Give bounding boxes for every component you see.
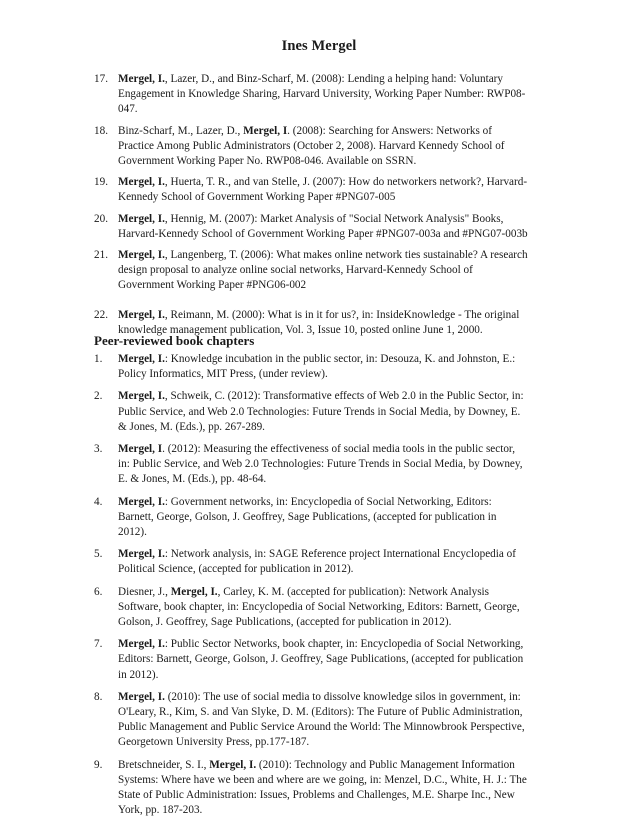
list-item	[0, 308, 528, 338]
item-number: 6.	[94, 585, 103, 598]
working-papers-list	[0, 72, 638, 344]
book-chapters-list	[0, 352, 638, 825]
item-citation-text: (2010): Technology and Public Management Information Systems: Where have we been and where are we going, in: Menzel, D.C., White, H. J.: The State of Public Administration: Issues, Problems and Challenges, M.E. Sharpe Inc., New York, pp. 187-203.	[118, 758, 527, 817]
list-item	[0, 175, 528, 205]
list-item	[0, 248, 528, 294]
item-number: 19.	[94, 176, 108, 189]
list-item	[0, 389, 528, 435]
section-title-book-chapters: Peer-reviewed book chapters	[94, 333, 255, 348]
item-number: 7.	[94, 638, 103, 651]
page-header-name: Ines Mergel	[281, 38, 357, 54]
list-item	[0, 547, 528, 577]
item-bold-author: Mergel, I.	[118, 212, 165, 225]
list-item	[0, 637, 528, 683]
list-item	[0, 124, 528, 170]
item-bold-author: Mergel, I.	[118, 548, 165, 561]
item-number: 5.	[94, 548, 103, 561]
list-item	[0, 72, 528, 118]
item-bold-author: Mergel, I.	[118, 353, 165, 365]
item-bold-author: Mergel, I.	[118, 638, 165, 651]
list-item	[0, 352, 528, 382]
item-citation-text: . (2012): Measuring the effectiveness of social media tools in the public sector, in: Public Service, and Web 2.0 Technologies: Future Trends in Social Media, by Downey, E. & Jones, M. (Eds.), pp. 48-64.	[118, 443, 523, 486]
item-bold-author: Mergel, I	[243, 124, 288, 137]
item-citation-text: , Lazer, D., and Binz-Scharf, M. (2008): Lending a helping hand: Voluntary Engagement in Knowledge Sharing, Harvard University, Working Paper Number: RWP08-047.	[118, 73, 526, 116]
item-coauthors: Diesner, J.,	[118, 585, 171, 598]
item-number: 22.	[94, 308, 108, 321]
list-item	[0, 585, 528, 631]
list-item	[0, 495, 528, 541]
item-citation-text: (2010): The use of social media to dissolve knowledge silos in government, in: O'Leary, R., Kim, S. and Van Slyke, D. M. (Editors): The Future of Public Administration, Public Management and Public Service Around the World: The Minnowbrook Perspective, Georgetown University Press, pp.177-187.	[118, 690, 525, 749]
item-number: 1.	[94, 353, 103, 365]
item-bold-author: Mergel, I.	[118, 495, 165, 508]
item-bold-author: Mergel, I.	[118, 73, 165, 85]
item-bold-author: Mergel, I	[118, 443, 163, 456]
item-number: 2.	[94, 390, 103, 403]
item-coauthors: Binz-Scharf, M., Lazer, D.,	[118, 124, 244, 137]
item-bold-author: Mergel, I.	[118, 176, 165, 189]
item-citation-text: : Government networks, in: Encyclopedia of Social Networking, Editors: Barnett, George, Golson, J. Geoffrey, Sage Publications, (accepted for publication in 2012).	[118, 495, 497, 539]
item-number: 9.	[94, 758, 103, 771]
item-citation-text: . (2008): Searching for Answers: Networks of Practice Among Public Administrators (October 2, 2008). Harvard Kennedy School of Government Working Paper No. RWP08-046. Available on SSRN.	[118, 124, 505, 168]
item-number: 21.	[94, 249, 108, 262]
item-number: 17.	[94, 73, 108, 85]
item-citation-text: : Public Sector Networks, book chapter, in: Encyclopedia of Social Networking, Editors: Barnett, George, Golson, J. Geoffrey, Sage Publications, (accepted for publication in 2012).	[118, 638, 524, 681]
item-citation-text: : Knowledge incubation in the public sector, in: Desouza, K. and Johnston, E.: Policy Informatics, MIT Press, (under review).	[118, 353, 516, 381]
item-bold-author: Mergel, I.	[209, 758, 257, 771]
item-citation-text: , Hennig, M. (2007): Market Analysis of "Social Network Analysis" Books, Harvard-Kennedy School of Government Working Paper #PNG07-003a and #PNG07-003b	[118, 212, 528, 240]
item-citation-text: , Reimann, M. (2000): What is in it for us?, in: InsideKnowledge - The original knowledge management publication, Vol. 3, Issue 10, posted online June 1, 2000.	[118, 308, 520, 336]
item-citation-text: , Schweik, C. (2012): Transformative effects of Web 2.0 in the Public Sector, in: Public Service, and Web 2.0 Technologies: Future Trends in Social Media, by Downey, E. & Jones, M. (Eds.), pp. 267-289.	[118, 390, 524, 433]
item-bold-author: Mergel, I.	[118, 390, 165, 403]
item-citation-text: , Langenberg, T. (2006): What makes online network ties sustainable? A research design proposal to analyze online social networks, Harvard-Kennedy School of Government Working Paper #PNG06-002	[118, 249, 528, 292]
list-item	[0, 758, 528, 819]
list-item	[0, 212, 528, 242]
item-citation-text: , Carley, K. M. (accepted for publication): Network Analysis Software, book chapter, in: Encyclopedia of Social Networking, Editors: Barnett, George, Golson, J. Geoffrey, Sage Publications, (accepted for publication in 2012).	[118, 585, 520, 629]
item-citation-text: : Network analysis, in: SAGE Reference project International Encyclopedia of Political Science, (accepted for publication in 2012).	[118, 548, 516, 576]
list-item	[0, 442, 528, 488]
item-bold-author: Mergel, I.	[118, 249, 165, 262]
item-citation-text: , Huerta, T. R., and van Stelle, J. (2007): How do networkers network?, Harvard-Kennedy School of Government Working Paper #PNG07-005	[118, 176, 528, 204]
item-coauthors: Bretschneider, S. I.,	[118, 758, 210, 771]
item-number: 4.	[94, 495, 103, 508]
item-bold-author: Mergel, I.	[118, 690, 165, 703]
list-item	[0, 690, 528, 751]
item-number: 3.	[94, 443, 103, 456]
item-number: 8.	[94, 690, 103, 703]
item-bold-author: Mergel, I.	[118, 308, 165, 321]
item-number: 18.	[94, 124, 108, 137]
item-number: 20.	[94, 212, 108, 225]
item-bold-author: Mergel, I.	[170, 585, 218, 598]
